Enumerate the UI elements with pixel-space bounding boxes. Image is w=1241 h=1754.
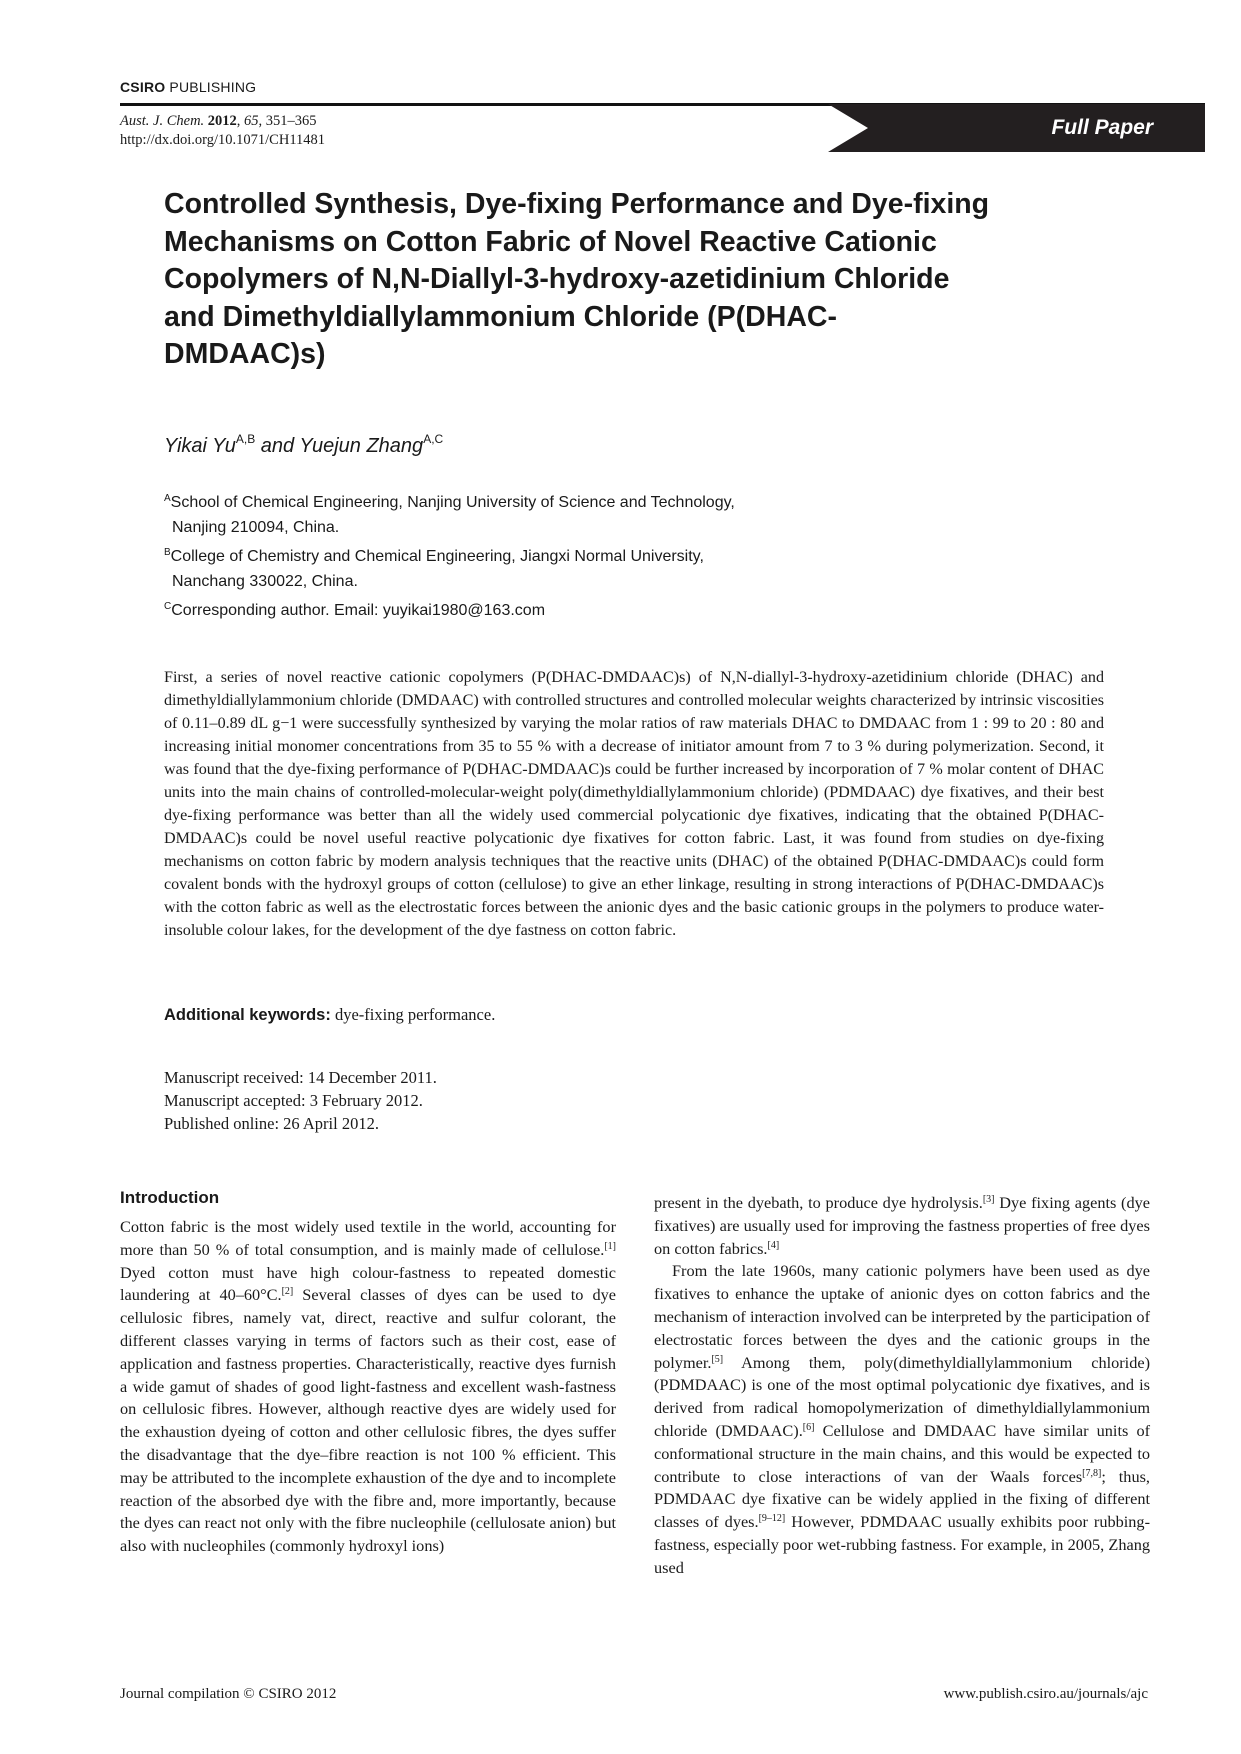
affiliations (164, 486, 735, 623)
paper-title: Controlled Synthesis, Dye-fixing Performance and Dye-fixing Mechanisms on Cotton Fabric of Novel Reactive Cationic Copolymers of N,N-Diallyl-3-hydroxy-azetidinium Chloride and Dimethyldiallylammonium Chloride (P(DHAC-DMDAAC)s) (164, 188, 990, 370)
keywords-label: Additional keywords: (164, 1006, 331, 1024)
footer-copyright: Journal compilation © CSIRO 2012 (120, 1686, 337, 1702)
citation-ref[interactable]: [9–12] (758, 1513, 786, 1525)
affiliation-b (164, 540, 735, 569)
body-text: However, PDMDAAC usually exhibits poor rubbing-fastness, especially poor wet-rubbing fastness. For example, in 2005, Zhang used (654, 1512, 1150, 1577)
body-text: From the late 1960s, many cationic polymers have been used as dye fixatives to enhance the uptake of anionic dyes on cotton fabrics and the mechanism of interaction involved can be interpreted by the participation of electrostatic forces between the dyes and the cationic groups in the polymer. (654, 1261, 1150, 1372)
affiliation-line: Nanjing 210094, China. (172, 519, 340, 536)
author-name: Yuejun Zhang (299, 435, 424, 457)
footer-url[interactable]: www.publish.csiro.au/journals/ajc (943, 1686, 1148, 1702)
article-type-banner (828, 104, 1205, 152)
corresponding-author-email[interactable]: Corresponding author. Email: yuyikai1980@163.com (171, 602, 546, 619)
journal-volume: 65 (244, 113, 259, 129)
citation-line: Aust. J. Chem. 2012, 65, 351–365 (120, 113, 317, 129)
doi-link[interactable]: http://dx.doi.org/10.1071/CH11481 (120, 132, 326, 148)
publisher-rest: PUBLISHING (165, 79, 257, 95)
affiliation-c (164, 594, 735, 623)
author-list (164, 432, 443, 458)
author-connector: and (255, 435, 300, 457)
affiliation-mark: A (164, 493, 171, 504)
affiliation-line: School of Chemical Engineering, Nanjing University of Science and Technology, (170, 494, 735, 511)
affiliation-mark: C (164, 601, 172, 612)
body-column-right (654, 1192, 1150, 1580)
affiliation-line: Nanchang 330022, China. (172, 573, 358, 590)
body-paragraph (120, 1216, 616, 1558)
section-heading-introduction: Introduction (120, 1188, 220, 1207)
affiliation-mark: B (164, 547, 171, 558)
publisher-name (120, 79, 256, 95)
date-online: Published online: 26 April 2012. (164, 1114, 379, 1133)
body-text: Cellulose and DMDAAC have similar units of conformational structure in the main chains, and this would be expected to contribute to close interactions of van der Waals forces (654, 1420, 1151, 1486)
body-column-left (120, 1216, 616, 1558)
affiliation-a (164, 486, 735, 515)
date-accepted: Manuscript accepted: 3 February 2012. (164, 1091, 423, 1110)
citation-ref[interactable]: [5] (711, 1353, 724, 1365)
body-text: present in the dyebath, to produce dye hydrolysis. (654, 1193, 983, 1212)
body-text: Cotton fabric is the most widely used textile in the world, accounting for more than 50 % of total consumption, and is mainly made of cellulose. (120, 1217, 616, 1259)
citation-ref[interactable]: [7,8] (1082, 1467, 1102, 1479)
author-affiliation-mark: A,B (235, 432, 256, 446)
abstract: First, a series of novel reactive cationic copolymers (P(DHAC-DMDAAC)s) of N,N-diallyl-3-hydroxy-azetidinium chloride (DHAC) and dimethyldiallylammonium chloride (DMDAAC) with controlled structures and controlled molecular weights characterized by intrinsic viscosities of 0.11–0.89 dL g−1 were successfully synthesized by varying the molar ratios of raw materials DHAC to DMDAAC from 1 : 99 to 20 : 80 and increasing initial monomer concentrations from 35 to 55 % with a decrease of initiator amount from 7 to 3 % during polymerization. Second, it was found that the dye-fixing performance of P(DHAC-DMDAAC)s could be further increased by incorporation of 7 % molar content of DHAC units into the main chains of controlled-molecular-weight poly(dimethyldiallylammonium chloride) (PDMDAAC) dye fixatives, and their best dye-fixing performance was better than all the widely used commercial polycationic dye fixatives, indicating that the obtained P(DHAC-DMDAAC)s could be novel useful reactive polycationic dye fixatives for cotton fabric. Last, it was found from studies on dye-fixing mechanisms on cotton fabric by modern analysis techniques that the reactive units (DHAC) of the obtained P(DHAC-DMDAAC)s could form covalent bonds with the hydroxyl groups of cotton (cellulose) to give an ether linkage, resulting in strong interactions of P(DHAC-DMDAAC)s with the cotton fabric as well as the electrostatic forces between the anionic dyes and the basic cationic groups in the polymers to produce water-insoluble colour lakes, for the development of the dye fastness on cotton fabric. (164, 669, 1104, 939)
citation-ref[interactable]: [1] (604, 1240, 616, 1252)
body-text: Among them, poly(dimethyldiallylammonium chloride) (PDMDAAC) is one of the most optimal polycationic dye fixatives, and is derived from radical homopolymerization of dimethyldiallylammonium chloride (DMDAAC). (654, 1352, 1150, 1440)
body-text: Several classes of dyes can be used to dye cellulosic fibres, namely vat, direct, reactive and sulfur colorant, the different classes varying in terms of factors such as their cost, ease of application and fastness properties. Characteristically, reactive dyes furnish a wide gamut of shades of good light-fastness and excellent wash-fastness on cellulosic fibres. However, although reactive dyes are widely used for the exhaustion dyeing of cotton and other cellulosic fibres, the dyes suffer the disadvantage that the dye–fibre reaction is not 100 % efficient. This may be attributed to the incomplete exhaustion of the dye and to incomplete reaction of the absorbed dye with the fibre and, more importantly, because the dyes can react not only with the fibre nucleophile (cellulosate anion) but also with nucleophiles (commonly hydroxyl ions) (120, 1285, 616, 1556)
citation-ref[interactable]: [2] (281, 1286, 294, 1298)
affiliation-line: College of Chemistry and Chemical Engineering, Jiangxi Normal University, (170, 548, 704, 565)
manuscript-dates (164, 1066, 437, 1135)
keywords (164, 1005, 495, 1025)
citation-ref[interactable]: [6] (802, 1421, 815, 1433)
author-name: Yikai Yu (164, 435, 236, 457)
publisher-bold: CSIRO (120, 79, 166, 95)
body-text: Dye fixing agents (dye fixatives) are usually used for improving the fastness properties of free dyes on cotton fabrics. (654, 1193, 1150, 1258)
body-paragraph (654, 1260, 1150, 1579)
citation-ref[interactable]: [3] (982, 1194, 995, 1205)
journal-pages: , 351–365 (258, 113, 317, 129)
date-received: Manuscript received: 14 December 2011. (164, 1068, 437, 1087)
author-affiliation-mark: A,C (423, 432, 444, 446)
journal-name: Aust. J. Chem. (120, 113, 205, 129)
citation-ref[interactable]: [4] (767, 1239, 780, 1251)
journal-year: 2012 (207, 113, 237, 129)
article-type-label: Full Paper (1051, 116, 1153, 139)
citation (120, 112, 325, 150)
body-text: ; thus, PDMDAAC dye fixative can be widely applied in the fixing of different classes of dyes. (654, 1466, 1150, 1532)
keywords-value: dye-fixing performance. (330, 1005, 496, 1024)
body-text: Dyed cotton must have high colour-fastness to repeated domestic laundering at 40–60°C. (120, 1262, 616, 1305)
body-paragraph (654, 1192, 1150, 1260)
